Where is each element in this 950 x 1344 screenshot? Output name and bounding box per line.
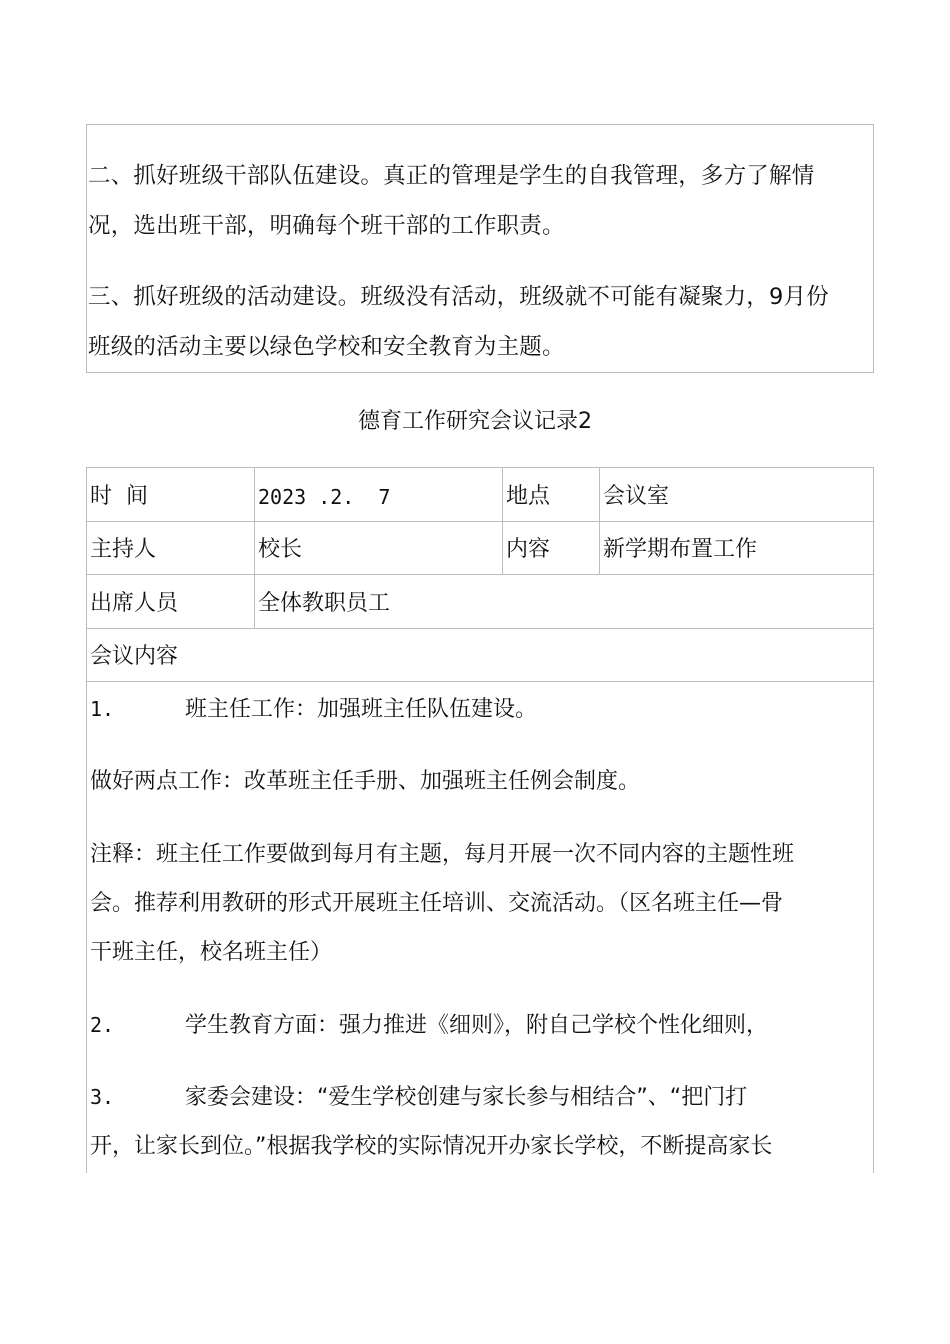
item-1-number: 1. — [90, 697, 115, 721]
meeting-table — [86, 467, 874, 1173]
item-1-text: 班主任工作：加强班主任队伍建设。 — [185, 697, 538, 722]
place-value: 会议室 — [603, 484, 670, 509]
minutes-label: 会议内容 — [90, 644, 179, 669]
time-value: 2023 .2. 7 — [258, 485, 391, 509]
table-rule — [86, 681, 874, 682]
item-3-line-2: 开，让家长到位。”根据我学校的实际情况开办家长学校，不断提高家长 — [90, 1134, 773, 1159]
content-label: 内容 — [506, 537, 551, 562]
attendees-value: 全体教职员工 — [258, 591, 391, 616]
table-rule — [254, 467, 255, 628]
record-title: 德育工作研究会议记录2 — [358, 409, 592, 434]
table-rule — [599, 467, 600, 574]
time-label: 时 间 — [90, 484, 148, 509]
paragraph-2-line-2: 况，选出班干部，明确每个班干部的工作职责。 — [88, 213, 565, 239]
item-3-text: 家委会建设：“爱生学校创建与家长参与相结合”、“把门打 — [185, 1085, 748, 1110]
note-line-3: 干班主任，校名班主任） — [90, 940, 333, 965]
paragraph-3-line-2: 班级的活动主要以绿色学校和安全教育为主题。 — [88, 334, 565, 360]
paragraph-3-line-1: 三、抓好班级的活动建设。班级没有活动，班级就不可能有凝聚力，9月份 — [88, 284, 829, 310]
content-value: 新学期布置工作 — [603, 537, 758, 562]
host-label: 主持人 — [90, 537, 157, 562]
note-line-2: 会。推荐利用教研的形式开展班主任培训、交流活动。（区名班主任—骨 — [90, 891, 784, 916]
note-line-1: 注释：班主任工作要做到每月有主题，每月开展一次不同内容的主题性班 — [90, 842, 795, 867]
table-rule — [86, 574, 874, 575]
table-rule — [502, 467, 503, 574]
item-2-number: 2. — [90, 1013, 115, 1037]
item-3-number: 3. — [90, 1085, 115, 1109]
table-rule — [86, 521, 874, 522]
item-1-sub: 做好两点工作：改革班主任手册、加强班主任例会制度。 — [90, 769, 641, 794]
table-rule — [86, 628, 874, 629]
place-label: 地点 — [506, 484, 551, 509]
attendees-label: 出席人员 — [90, 591, 179, 616]
host-value: 校长 — [258, 537, 303, 562]
paragraph-2-line-1: 二、抓好班级干部队伍建设。真正的管理是学生的自我管理，多方了解情 — [88, 163, 815, 189]
item-2-text: 学生教育方面：强力推进《细则》，附自己学校个性化细则， — [185, 1013, 769, 1038]
